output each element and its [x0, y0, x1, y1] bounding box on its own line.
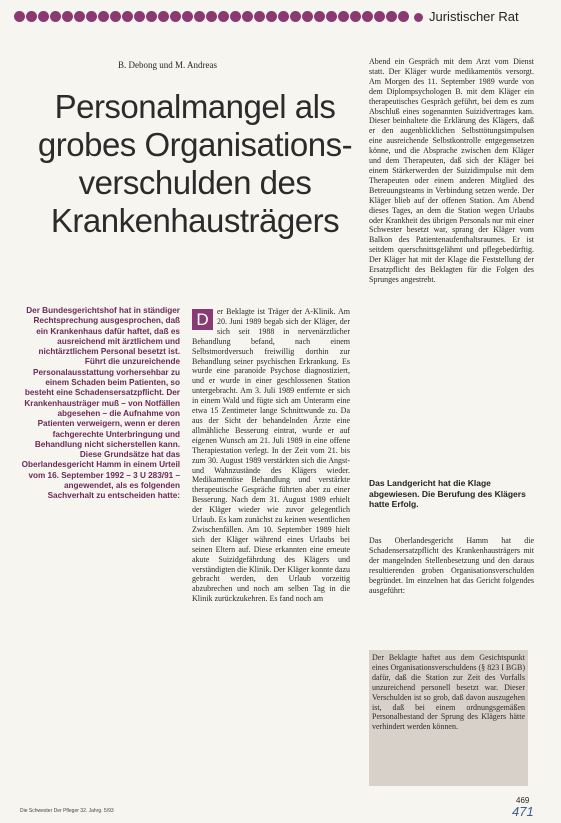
header-dot: [254, 11, 265, 22]
header-dot: [122, 11, 133, 22]
title-line: verschulden des: [78, 164, 312, 201]
header-dot: [62, 11, 73, 22]
header-dot: [98, 11, 109, 22]
header-dot: [194, 11, 205, 22]
highlight-box: [369, 650, 528, 786]
header-dot: [74, 11, 85, 22]
header-dot: [218, 11, 229, 22]
footer-citation: Die Schwester Der Pfleger 32. Jahrg. 5/93: [20, 808, 114, 814]
header-dot: [26, 11, 37, 22]
header-dot: [350, 11, 361, 22]
header-dot: [302, 11, 313, 22]
title-line: Personalmangel als: [54, 88, 336, 125]
header-dot: [398, 11, 409, 22]
lead-paragraph: Der Bundesgerichtshof hat in ständiger Rechtsprechung ausgesprochen, daß ein Krankenhaus dafür haftet, daß es ausreichend mit ärztlichem und nichtärztlichem Personal besetzt ist. Führt die unzureichende Personalausstattung vorhersehbar zu einem Schaden beim Patienten, so besteht eine Schadensersatzpflicht. Der Krankenhausträger muß – von Notfällen abgesehen – die Aufnahme von Patienten verweigern, wenn er deren fachgerechte Unterbringung und Behandlung nicht sicherstellen kann. Diese Grundsätze hat das Oberlandesgericht Hamm in einem Urteil vom 16. September 1992 – 3 U 283/91 – angewendet, als es folgenden Sachverhalt zu entscheiden hatte:: [21, 306, 180, 501]
bullet-icon: [414, 13, 423, 22]
header-dot: [14, 11, 25, 22]
subheading: Das Landgericht hat die Klage abgewiesen. Die Berufung des Klägers hatte Erfolg.: [369, 478, 526, 509]
article-title: [30, 88, 360, 240]
section-label-text: Juristischer Rat: [429, 9, 519, 24]
highlight-text: Der Beklagte haftet aus dem Gesichtspunkt eines Organisationsverschuldens (§ 823 I BGB) dafür, daß die Station zur Zeit des Vorfalls unzureichend personell besetzt war. Dieser Verschulden ist so grob, daß davon auszugehen ist, daß bei einem ordnungsgemäßen Personalbestand der Sprung des Klägers hätte verhindert werden können.: [372, 653, 525, 732]
header-dot: [134, 11, 145, 22]
header-dot: [230, 11, 241, 22]
body-text: er Beklagte ist Träger der A-Klinik. Am 20. Juni 1989 begab sich der Kläger, der sich seit 1988 in nervenärztlicher Behandlung befand, nach einem Selbstmordversuch freiwillig dorthin zur Behandlung seiner psychischen Erkrankung. Es wurde eine paranoide Psychose diagnostiziert, und er wurde in einer geschlossenen Station untergebracht. Am 3. Juli 1989 entfernte er sich in einem Wald und fügte sich am Unterarm eine etwa 15 Zentimeter lange Schnittwunde zu. Da aus der Sicht der behandelnden Ärzte eine allmähliche Besserung eintrat, wurde er auf eigenen Wunsch am 21. Juli 1989 in eine offene Therapiestation verlegt. In der Zeit vom 21. bis zum 30. August 1989 verstärkten sich die Angst- und Wahnzustände des Klägers wieder. Medikamentöse Behandlung und verstärkte therapeutische Gespräche führten aber zu einer Besserung. Nach dem 31. August 1989 erhielt der Kläger wieder wie zuvor gelegentlich Urlaub. Es kam zunächst zu keinen wesentlichen Zwischenfällen. Am 10. September 1989 hielt sich der Kläger während eines Urlaubs bei seinen Eltern auf. Diese erkannten eine erneute akute Suizidgefährdung des Klägers und verständigten die Klinik. Der Kläger konnte dazu gebracht werden, den Urlaub vorzeitig abzubrechen und noch am selben Tag in die Klinik zurückzukehren. Es fand noch am: [192, 307, 350, 604]
body-text: Abend ein Gespräch mit dem Arzt vom Dienst statt. Der Kläger wurde medikamentös versorgt. Am Morgen des 11. September 1989 wurde von dem Diplompsychologen B. mit dem Kläger ein therapeutisches Gespräch geführt, bei dem es zum Abschluß eines sogenannten Suizidvertrages kam. Dieser beinhaltete die Erklärung des Klägers, daß er den augenblicklichen Selbsttötungsimpulsen eine ausreichende Selbstkontrolle entgegensetzen könne, und die Absprache zwischen dem Kläger und dem Therapeuten, daß sich der Kläger bei einem Stärkerwerden der Suizidimpulse mit dem Therapeuten oder einem anderen Mitglied des Betreuungsteams in Verbindung setzen werde. Der Kläger blieb auf der offenen Station. Am Abend dieses Tages, an dem die Station wegen Urlaubs oder Krankheit des übrigen Personals nur mit einer Schwester besetzt war, sprang der Kläger vom Balkon des Patientenaufenthaltsraumes. Er ist seitdem querschnittsgelähmt und pflegebedürftig. Der Kläger hat mit der Klage die Feststellung der Ersatzpflicht des Beklagten für die Folgen des Sprunges angestrebt.: [369, 57, 534, 284]
header-dot: [362, 11, 373, 22]
header-dot: [266, 11, 277, 22]
header-dot: [38, 11, 49, 22]
header-dot: [278, 11, 289, 22]
title-line: grobes Organisations-: [37, 126, 353, 163]
header-dot: [206, 11, 217, 22]
header-dot: [242, 11, 253, 22]
header-dot: [170, 11, 181, 22]
header-dot: [314, 11, 325, 22]
header-dot: [326, 11, 337, 22]
body-text: Das Oberlandesgericht Hamm hat die Schadensersatzpflicht des Krankenhausträgers mit der mangelnden Stellenbesetzung und den daraus resultierenden groben Organisationsverschulden begründet. Im einzelnen hat das Gericht folgendes ausgeführt:: [369, 536, 534, 595]
header-dot: [338, 11, 349, 22]
article-authors: B. Debong und M. Andreas: [118, 60, 217, 70]
page-number: 469: [516, 796, 530, 805]
header-dot: [110, 11, 121, 22]
body-column-3: [369, 536, 534, 595]
body-column-1: [192, 307, 350, 604]
header-dot: [386, 11, 397, 22]
header-dot: [158, 11, 169, 22]
header-dot: [290, 11, 301, 22]
header-dot-rule: [14, 11, 409, 22]
header-dot: [50, 11, 61, 22]
section-label: [414, 9, 519, 24]
body-column-2: [369, 57, 534, 285]
handwritten-page-number: 471: [512, 804, 534, 819]
header-dot: [374, 11, 385, 22]
header-dot: [182, 11, 193, 22]
header-dot: [146, 11, 157, 22]
drop-cap: D: [192, 309, 213, 330]
header-dot: [86, 11, 97, 22]
title-line: Krankenhausträgers: [50, 202, 340, 239]
